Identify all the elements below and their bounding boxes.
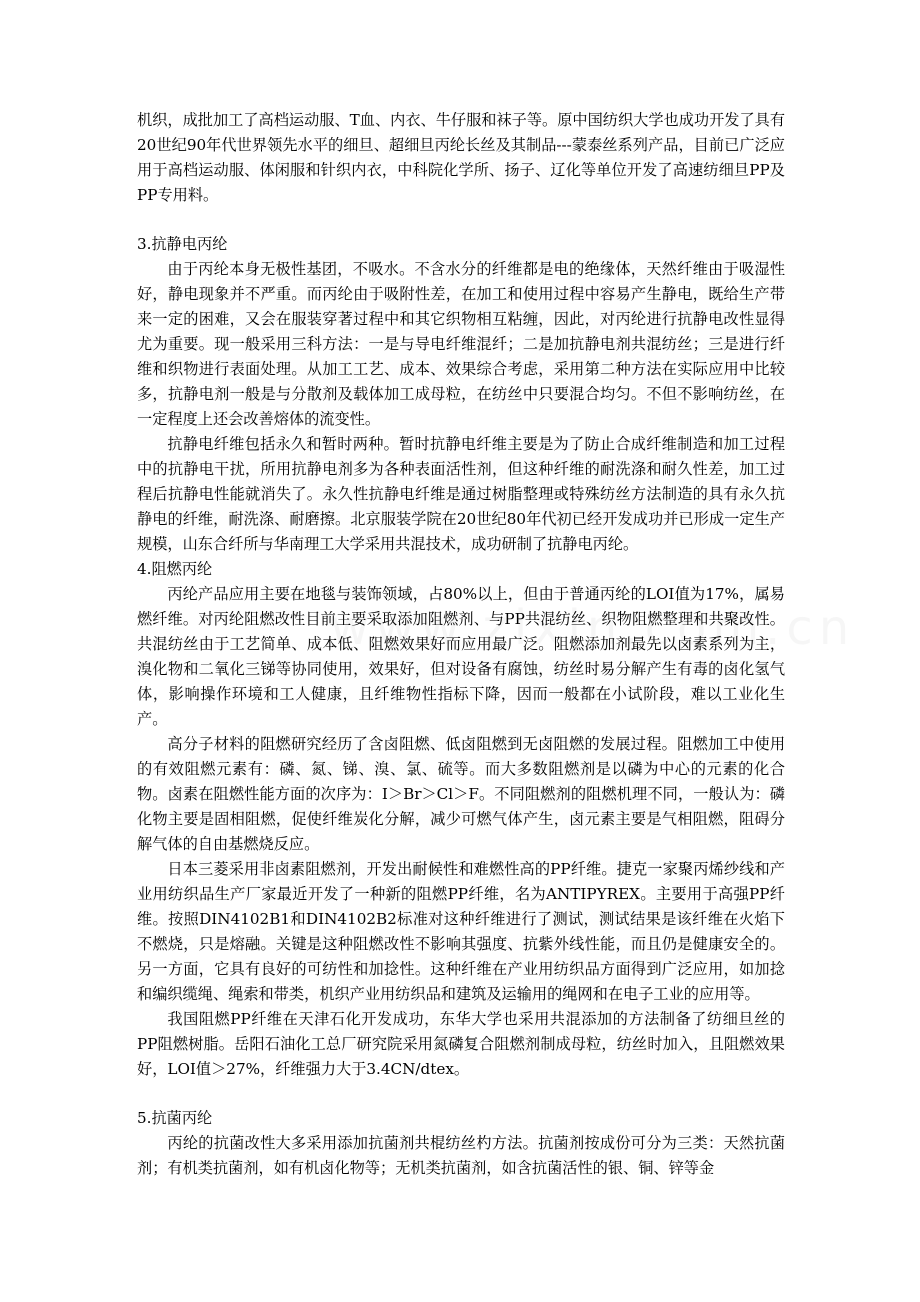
paragraph-antibacterial-1: 丙纶的抗菌改性大多采用添加抗菌剂共棍纺丝杓方法。抗菌剂按成份可分为三类：天然抗菌剂；有机类抗菌剂，如有机卤化物等；无机类抗菌剂，如含抗菌活性的银、铜、锌等金 xyxy=(137,1134,785,1177)
section-heading-antibacterial: 5.抗菌丙纶 xyxy=(137,1109,213,1127)
spacer xyxy=(137,208,785,232)
paragraph-antistatic-2: 抗静电纤维包括永久和暂时两种。暂时抗静电纤维主要是为了防止合成纤维制造和加工过程中的抗静电干扰，所用抗静电剂多为各种表面活性剂，但这种纤维的耐洗涤和耐久性差，加工过程后抗静电性能就消失了。永久性抗静电纤维是通过树脂整理或特殊纺丝方法制造的具有永久抗静电的纤维，耐洗涤、耐磨擦。北京服装学院在20世纪80年代初已经开发成功并已形成一定生产规模，山东合纤所与华南理工大学采用共混技术，成功研制了抗静电丙纶。 xyxy=(137,435,785,553)
spacer xyxy=(137,1082,785,1106)
paragraph-intro: 机织，成批加工了高档运动服、T血、内衣、牛仔服和袜子等。原中国纺织大学也成功开发了具有20世纪90年代世界领先水平的细旦、超细旦丙纶长丝及其制品---蒙泰丝系列产品，目前已广泛应用于高档运动服、体闲服和针织内衣，中科院化学所、扬子、辽化等单位开发了高速纺细旦PP及PP专用料。 xyxy=(137,111,786,204)
paragraph-flame-retardant-4: 我国阻燃PP纤维在天津石化开发成功，东华大学也采用共混添加的方法制备了纺细旦丝的PP阻燃树脂。岳阳石油化工总厂研究院采用氮磷复合阻燃剂制成母粒，纺丝时加入，且阻燃效果好，LOI值＞27%，纤维强力大于3.4CN/dtex。 xyxy=(137,1010,785,1078)
section-heading-antistatic: 3.抗静电丙纶 xyxy=(137,235,228,253)
paragraph-flame-retardant-1: 丙纶产品应用主要在地毯与装饰领域，占80%以上，但由于普通丙纶的LOI值为17%，属易燃纤维。对丙纶阻燃改性目前主要采取添加阻燃剂、与PP共混纺丝、织物阻燃整理和共聚改性。共混纺丝由于工艺简单、成本低、阻燃效果好而应用最广泛。阻燃添加剂最先以卤素系列为主，溴化物和二氧化三锑等协同使用，效果好，但对设备有腐蚀，纺丝时易分解产生有毒的卤化氢气体，影响操作环境和工人健康，且纤维物性指标下降，因而一般都在小试阶段，难以工业化生产。 xyxy=(137,585,785,728)
section-heading-flame-retardant: 4.阻燃丙纶 xyxy=(137,560,213,578)
paragraph-flame-retardant-3: 日本三菱采用非卤素阻燃剂，开发出耐候性和难燃性高的PP纤维。捷克一家聚丙烯纱线和产业用纺织品生产厂家最近开发了一种新的阻燃PP纤维，名为ANTIPYREX。主要用于高强PP纤维。按照DIN4102B1和DIN4102B2标准对这种纤维进行了测试，测试结果是该纤维在火焰下不燃烧，只是熔融。关键是这种阻燃改性不影响其强度、抗紫外线性能，而且仍是健康安全的。另一方面，它具有良好的可纺性和加捻性。这种纤维在产业用纺织品方面得到广泛应用，如加捻和编织缆绳、绳索和带类，机织产业用纺织品和建筑及运输用的绳网和在电子工业的应用等。 xyxy=(137,860,785,1003)
paragraph-flame-retardant-2: 高分子材料的阻燃研究经历了含卤阻燃、低卤阻燃到无卤阻燃的发展过程。阻燃加工中使用的有效阻燃元素有：磷、氮、锑、溴、氯、硫等。而大多数阻燃剂是以磷为中心的元素的化合物。卤素在阻燃性能方面的次序为：I＞Br＞Cl＞F。不同阻燃剂的阻燃机理不同，一般认为：磷化物主要是固相阻燃，促使纤维炭化分解，减少可燃气体产生，卤元素主要是气相阻燃，阻碍分解气体的自由基燃烧反应。 xyxy=(137,735,785,853)
paragraph-antistatic-1: 由于丙纶本身无极性基团，不吸水。不含水分的纤维都是电的绝缘体，天然纤维由于吸湿性好，静电现象并不严重。而丙纶由于吸附性差，在加工和使用过程中容易产生静电，既给生产带来一定的困难，又会在服装穿著过程中和其它织物相互粘缠，因此，对丙纶进行抗静电改性显得尤为重要。现一般采用三科方法：一是与导电纤维混纤；二是加抗静电剂共混纺丝；三是进行纤维和织物进行表面处理。从加工工艺、成本、效果综合考虑，采用第二种方法在实际应用中比较多，抗静电剂一般是与分散剂及载体加工成母粒，在纺丝中只要混合均匀。不但不影响纺丝，在一定程度上还会改善熔体的流变性。 xyxy=(137,260,785,428)
document-body xyxy=(137,108,785,1181)
